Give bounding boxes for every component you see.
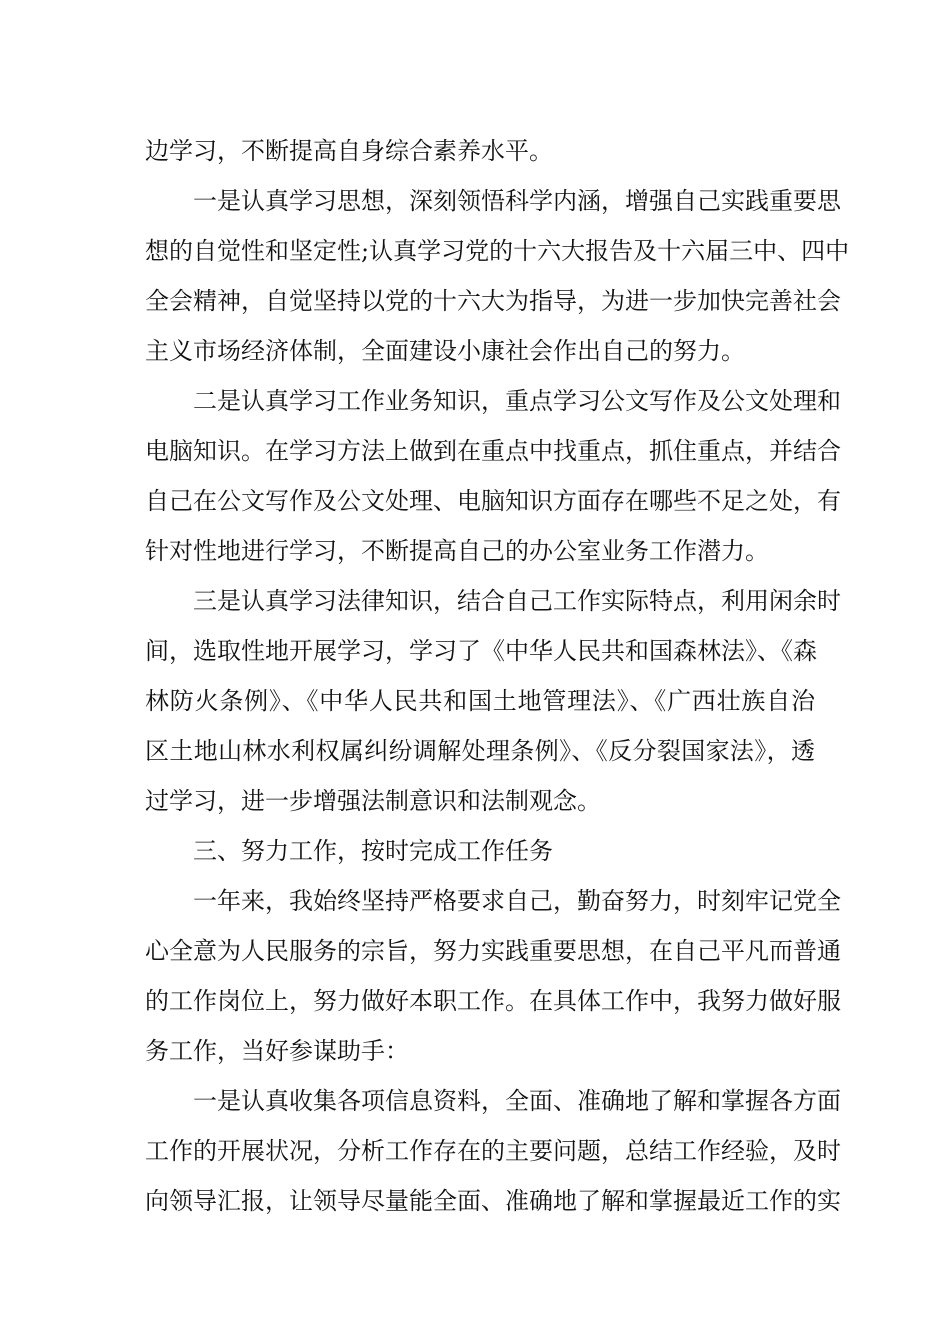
text-line: 一是认真学习思想，深刻领悟科学内涵，增强自己实践重要思 bbox=[193, 187, 841, 215]
text-line: 向领导汇报，让领导尽量能全面、准确地了解和掌握最近工作的实 bbox=[145, 1187, 841, 1215]
text-line: 工作的开展状况，分析工作存在的主要问题，总结工作经验，及时 bbox=[145, 1137, 841, 1165]
text-line: 针对性地进行学习，不断提高自己的办公室业务工作潜力。 bbox=[145, 537, 769, 565]
text-line: 二是认真学习工作业务知识，重点学习公文写作及公文处理和 bbox=[193, 387, 841, 415]
text-line: 想的自觉性和坚定性;认真学习党的十六大报告及十六届三中、四中 bbox=[145, 237, 850, 265]
text-line: 全会精神，自觉坚持以党的十六大为指导，为进一步加快完善社会 bbox=[145, 287, 841, 315]
text-line: 自己在公文写作及公文处理、电脑知识方面存在哪些不足之处，有 bbox=[145, 487, 841, 515]
text-line: 林防火条例》、《中华人民共和国土地管理法》、《广西壮族自治 bbox=[145, 687, 815, 715]
text-line: 区土地山林水利权属纠纷调解处理条例》、《反分裂国家法》，透 bbox=[145, 737, 815, 765]
text-line: 的工作岗位上，努力做好本职工作。在具体工作中，我努力做好服 bbox=[145, 987, 841, 1015]
text-line: 间，选取性地开展学习，学习了《中华人民共和国森林法》、《森 bbox=[145, 637, 817, 665]
text-line: 过学习，进一步增强法制意识和法制观念。 bbox=[145, 787, 601, 815]
text-line: 一是认真收集各项信息资料，全面、准确地了解和掌握各方面 bbox=[193, 1087, 841, 1115]
text-line: 边学习，不断提高自身综合素养水平。 bbox=[145, 137, 553, 165]
text-line: 一年来，我始终坚持严格要求自己，勤奋努力，时刻牢记党全 bbox=[193, 887, 841, 915]
section-heading: 三、努力工作，按时完成工作任务 bbox=[193, 837, 553, 865]
text-line: 电脑知识。在学习方法上做到在重点中找重点，抓住重点，并结合 bbox=[145, 437, 841, 465]
text-line: 务工作，当好参谋助手： bbox=[145, 1037, 409, 1065]
text-line: 心全意为人民服务的宗旨，努力实践重要思想，在自己平凡而普通 bbox=[145, 937, 841, 965]
text-line: 主义市场经济体制，全面建设小康社会作出自己的努力。 bbox=[145, 337, 745, 365]
text-line: 三是认真学习法律知识，结合自己工作实际特点，利用闲余时 bbox=[193, 587, 841, 615]
